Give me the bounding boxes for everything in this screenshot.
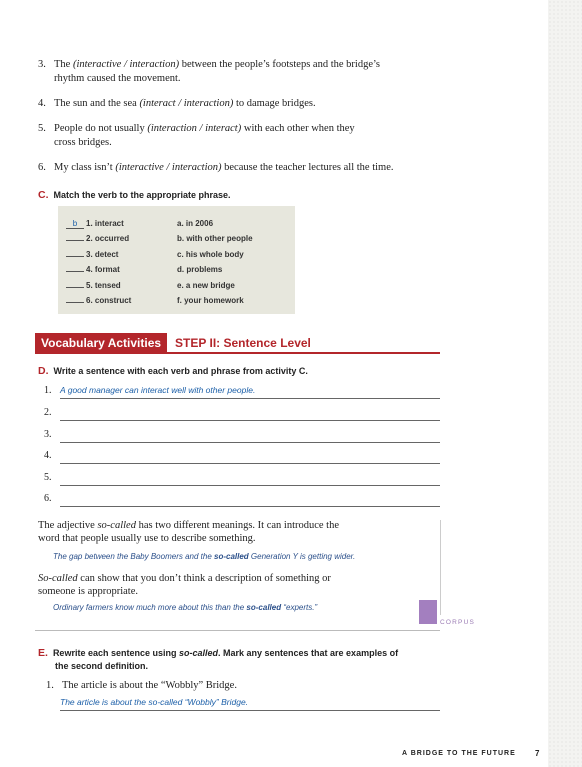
section-d-heading: D. Write a sentence with each verb and phrase from activity C. [38,365,308,377]
section-c-heading: C. Match the verb to the appropriate phrase. [38,189,231,201]
answer-line-5[interactable]: 5. [44,472,440,486]
match-left-4: 4. format [66,265,120,274]
exercise-b-item-6: 6. My class isn’t (interactive / interaction) because the teacher lectures all the time. [38,162,394,173]
exercise-b-item-4: 4. The sun and the sea (interact / interaction) to damage bridges. [38,98,316,109]
match-left-5: 5. tensed [66,281,121,290]
match-left-2: 2. occurred [66,234,129,243]
example-sentence-2: Ordinary farmers know much more about this than the so-called “experts.” [53,603,318,612]
step-label: STEP II: Sentence Level [175,336,311,350]
exercise-e-answer-line: The article is about the so-called “Wobbly” Bridge. [44,697,440,711]
example-sentence-1: The gap between the Baby Boomers and the so-called Generation Y is getting wider. [53,552,356,561]
so-called-definition-2: So-called can show that you don’t think a description of something or someone is appropriate. [38,573,331,597]
exercise-e-item-1: 1. The article is about the “Wobbly” Bridge. [46,680,237,691]
page-number: 7 [535,749,540,758]
answer-blank[interactable] [66,256,84,257]
section-e-heading: E. Rewrite each sentence using so-called. Mark any sentences that are examples of the second definition. [38,647,399,671]
match-left-6: 6. construct [66,296,131,305]
box-border-right [440,520,441,615]
match-right-d: d. problems [177,265,223,274]
so-called-definition-1: The adjective so-called has two different meanings. It can introduce the word that people usually use to describe something. [38,520,340,544]
corpus-label: CORPUS [440,619,476,626]
header-rule [35,352,440,354]
match-right-c: c. his whole body [177,250,244,259]
vocabulary-label: Vocabulary Activities [35,333,167,353]
answer-line-1: 1. A good manager can interact well with other people. [44,385,440,399]
answer-blank[interactable] [66,271,84,272]
answer-blank[interactable] [66,287,84,288]
match-right-a: a. in 2006 [177,219,214,228]
vocabulary-activities-header [35,333,311,353]
exercise-b-item-3: 3. The (interactive / interaction) between the people’s footsteps and the bridge’s rhythm caused the movement. [38,59,380,84]
box-border-bottom [35,630,440,631]
answer-blank[interactable] [66,302,84,303]
answer-line-3[interactable]: 3. [44,429,440,443]
exercise-b-item-5: 5. People do not usually (interaction / interact) with each other when they cross bridges. [38,123,355,148]
answer-blank[interactable] [66,240,84,241]
answer-line-6[interactable]: 6. [44,493,440,507]
match-right-b: b. with other people [177,234,253,243]
running-footer: A BRIDGE TO THE FUTURE [402,750,516,757]
answer-blank[interactable]: b [66,219,84,229]
answer-line-2[interactable]: 2. [44,407,440,421]
match-left-1: b 1. interact [66,219,124,229]
match-right-e: e. a new bridge [177,281,235,290]
corpus-icon [419,600,437,624]
answer-line-4[interactable]: 4. [44,450,440,464]
page-edge [548,0,582,767]
match-left-3: 3. detect [66,250,118,259]
match-right-f: f. your homework [177,296,244,305]
